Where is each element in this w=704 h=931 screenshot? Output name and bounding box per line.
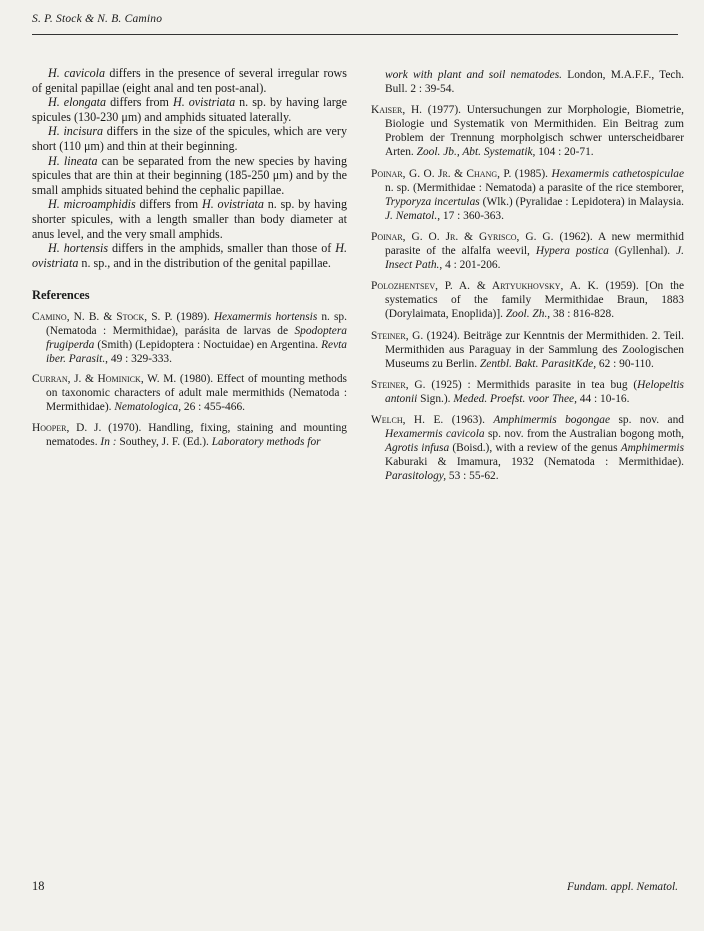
reference-entry bbox=[371, 167, 684, 223]
reference-italic: Hexamermis hortensis bbox=[213, 310, 318, 323]
reference-entry bbox=[371, 68, 684, 96]
reference-text: (Smith) (Lepidoptera : Noctuidae) en Argentina. bbox=[94, 339, 322, 352]
references-heading: References bbox=[32, 288, 90, 303]
reference-entry bbox=[371, 378, 684, 406]
reference-text: (1989). bbox=[172, 310, 214, 323]
reference-entry bbox=[32, 372, 347, 414]
reference-italic: Helopeltis antonii bbox=[385, 378, 684, 405]
reference-italic: Spodoptera frugiperda bbox=[46, 325, 347, 352]
paragraph-text: n. sp., and in the distribution of the genital papillae. bbox=[78, 255, 331, 270]
paragraph-text: can be separated from the new species by having spicules that are thin at their beginning (185-250 μm) and by the small amphids situated behind the cephalic papillae. bbox=[32, 153, 347, 197]
reference-text: (1962). A new mermithid parasite of the alfalfa weevil, bbox=[385, 230, 684, 258]
reference-italic: Agrotis infusa bbox=[385, 442, 450, 455]
reference-list-left bbox=[32, 310, 347, 449]
reference-italic: Meded. Proefst. voor Thee, bbox=[453, 392, 577, 405]
reference-entry bbox=[32, 421, 347, 449]
species-name: H. incisura bbox=[48, 124, 104, 139]
reference-authors: Steiner, G. bbox=[371, 329, 424, 342]
reference-authors: Welch, H. E. bbox=[371, 413, 444, 426]
reference-entry bbox=[371, 103, 684, 159]
reference-text: sp. nov. from the Australian bogong moth, bbox=[484, 428, 684, 441]
reference-text: , 17 : 360-363. bbox=[437, 209, 504, 222]
reference-authors: Polozhentsev, P. A. & Artyukhovsky, A. K. bbox=[371, 280, 599, 293]
body-paragraph bbox=[32, 66, 347, 95]
species-name: H. ovistriata bbox=[32, 241, 347, 270]
reference-italic: In : bbox=[100, 435, 117, 448]
reference-italic: J. Insect Path. bbox=[385, 245, 685, 272]
reference-italic: Hexamermis cavicola bbox=[385, 428, 485, 441]
reference-italic: Hexamermis cathetospiculae bbox=[551, 167, 684, 180]
reference-italic: Zentbl. Bakt. ParasitKde, bbox=[479, 357, 597, 370]
reference-italic: Amphimermis bogongae bbox=[493, 413, 611, 426]
reference-text: Southey, J. F. (Ed.). bbox=[116, 435, 212, 448]
reference-text: (1924). Beiträge zur Kenntnis der Mermithiden. 2. Teil. Mermithiden aus Paraguay in der Sammlung des Zoologischen Museums zu Berlin. bbox=[385, 329, 684, 370]
species-name: H. lineata bbox=[48, 153, 98, 168]
reference-text: 53 : 55-62. bbox=[446, 470, 499, 483]
header-rule bbox=[32, 34, 678, 35]
species-comparison-paragraphs bbox=[32, 66, 347, 270]
paragraph-text: n. sp. by having large spicules (130-230 μm) and amphids situated laterally. bbox=[32, 95, 347, 124]
reference-italic: Hypera postica bbox=[535, 245, 609, 258]
reference-text: (1985). bbox=[511, 167, 552, 180]
paragraph-text: differs from bbox=[106, 95, 173, 110]
species-name: H. ovistriata bbox=[172, 95, 236, 110]
reference-text: , 38 : 816-828. bbox=[547, 308, 615, 321]
body-paragraph bbox=[32, 124, 347, 153]
reference-text: Kaburaki & Imamura, 1932 (Nematoda : Mermithidae). bbox=[385, 456, 684, 469]
reference-italic: Parasitology, bbox=[385, 470, 447, 483]
reference-authors: Hooper, D. J. bbox=[32, 421, 102, 434]
species-name: H. hortensis bbox=[48, 241, 109, 256]
running-header: S. P. Stock & N. B. Camino bbox=[32, 13, 163, 25]
reference-italic: Zool. Jb., Abt. Systematik, bbox=[416, 146, 536, 159]
reference-text: , 4 : 201-206. bbox=[439, 259, 501, 272]
reference-entry bbox=[371, 230, 684, 272]
reference-authors: Camino, N. B. & Stock, S. P. bbox=[32, 310, 173, 323]
left-column bbox=[32, 66, 347, 455]
reference-text: London, M.A.F.F., Tech. Bull. 2 : 39-54. bbox=[385, 69, 684, 96]
reference-text: 104 : 20-71. bbox=[535, 146, 594, 159]
reference-entry bbox=[371, 329, 684, 371]
reference-italic: Amphimermis bbox=[620, 442, 684, 455]
paragraph-text: differs in the presence of several irregular rows of genital papillae (eight anal and ten post-anal). bbox=[32, 66, 347, 95]
reference-italic: Laboratory methods for bbox=[211, 435, 321, 448]
body-paragraph bbox=[32, 197, 347, 241]
reference-authors: Curran, J. & Hominick, W. M. bbox=[32, 373, 177, 386]
journal-name: Fundam. appl. Nematol. bbox=[566, 881, 678, 893]
body-paragraph bbox=[32, 95, 347, 124]
reference-text: (1963). bbox=[443, 413, 494, 426]
paragraph-text: differs from bbox=[135, 197, 202, 212]
reference-text: , 26 : 455-466. bbox=[178, 401, 245, 414]
reference-italic: work with plant and soil nematodes. bbox=[385, 69, 563, 81]
species-name: H. elongata bbox=[48, 95, 107, 110]
reference-text: Sign.). bbox=[417, 392, 454, 405]
reference-text: (1970). Handling, fixing, staining and mounting nematodes. bbox=[46, 421, 348, 448]
reference-entry bbox=[371, 279, 684, 321]
reference-text: n. sp. (Mermithidae : Nematoda) a parasite of the rice stemborer, bbox=[385, 181, 684, 194]
species-name: H. microamphidis bbox=[48, 197, 136, 212]
reference-text: (1980). Effect of mounting methods on taxonomic characters of adult male mermithids (Nematoda : Mermithidae). bbox=[46, 373, 347, 414]
body-paragraph bbox=[32, 241, 347, 270]
reference-italic: Zool. Zh. bbox=[505, 308, 548, 321]
reference-italic: Nematologica bbox=[114, 401, 179, 414]
species-name: H. cavicola bbox=[48, 66, 106, 80]
reference-text: (1977). Untersuchungen zur Morphologie, Biometrie, Biologie und Systematik von Mermithiden. Ein Beitrag zum Problem der Trennung morpholgisch schwer unterscheidbarer Arten. bbox=[385, 104, 685, 159]
reference-italic: Revta iber. Parasit. bbox=[46, 339, 347, 366]
reference-text: , 49 : 329-333. bbox=[105, 353, 172, 366]
reference-authors: Kaiser, H. bbox=[371, 104, 423, 117]
reference-italic: J. Nematol. bbox=[385, 209, 438, 222]
reference-text: sp. nov. and bbox=[610, 413, 684, 426]
reference-text: n. sp. (Nematoda : Mermithidae), parásita de larvas de bbox=[46, 310, 347, 337]
reference-authors: Steiner, G. bbox=[371, 378, 426, 391]
paragraph-text: n. sp. by having shorter spicules, with a length smaller than body diameter at anus level, and the very small amphids. bbox=[32, 197, 347, 241]
page-number: 18 bbox=[32, 879, 45, 893]
reference-text: (1925) : Mermithids parasite in tea bug ( bbox=[425, 378, 638, 391]
reference-authors: Poinar, G. O. Jr. & Chang, P. bbox=[371, 167, 512, 180]
reference-text: (Gyllenhal). bbox=[608, 245, 677, 258]
reference-text: (Boisd.), with a review of the genus bbox=[449, 442, 621, 455]
species-name: H. ovistriata bbox=[201, 197, 264, 212]
reference-list-right bbox=[371, 68, 684, 483]
body-paragraph bbox=[32, 154, 347, 198]
reference-entry bbox=[371, 413, 684, 483]
reference-authors: Poinar, G. O. Jr. & Gyrisco, G. G. bbox=[371, 230, 554, 243]
right-column bbox=[371, 68, 684, 490]
reference-text: 62 : 90-110. bbox=[596, 357, 654, 370]
reference-text: (Wlk.) (Pyralidae : Lepidotera) in Malaysia. bbox=[479, 195, 684, 208]
paragraph-text: differs in the size of the spicules, which are very short (110 μm) and thin at their beginning. bbox=[32, 124, 347, 153]
reference-text: 44 : 10-16. bbox=[576, 392, 630, 405]
reference-entry bbox=[32, 310, 347, 366]
reference-italic: Tryporyza incertulas bbox=[385, 195, 480, 208]
paragraph-text: differs in the amphids, smaller than those of bbox=[108, 241, 336, 256]
reference-text: (1959). [On the systematics of the family Mermithidae Braun, 1883 (Dorylaimata, Enoplida)]. bbox=[385, 280, 685, 321]
